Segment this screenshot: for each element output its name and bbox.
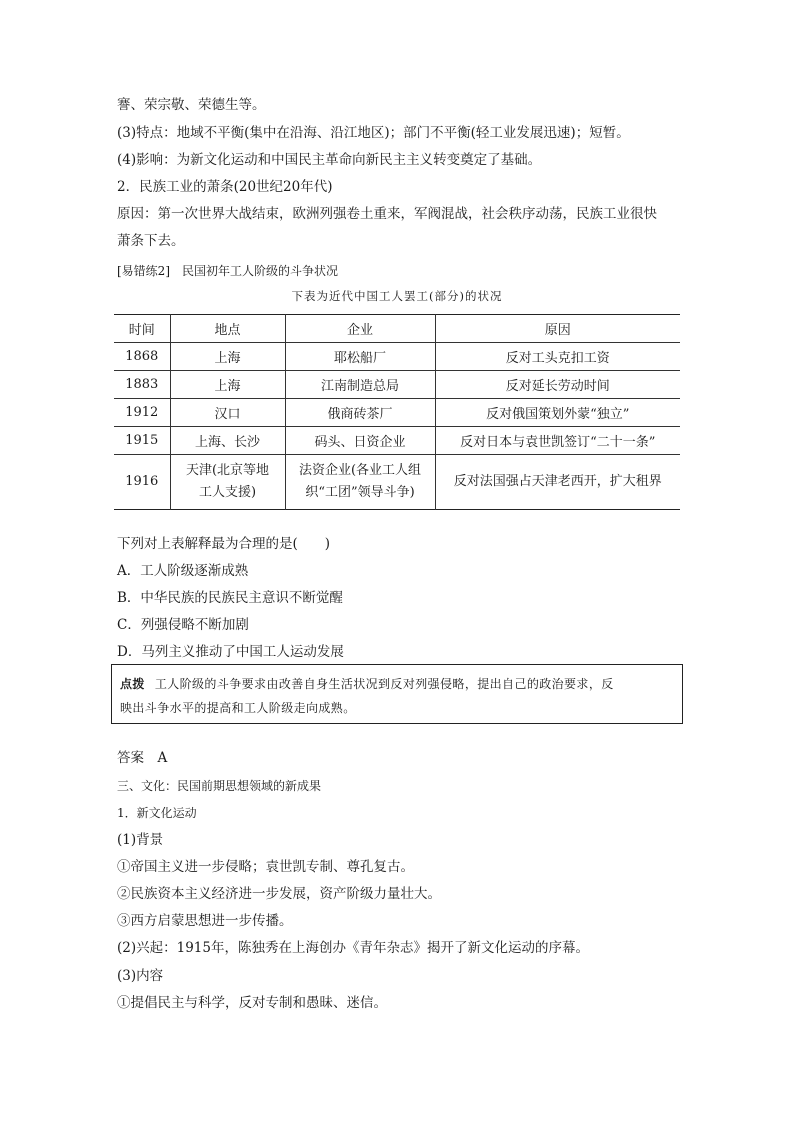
section-heading: 三、文化：民国前期思想领域的新成果 <box>117 779 322 793</box>
header-time: 时间 <box>128 323 155 338</box>
cell-place-line: 工人支援) <box>198 485 257 500</box>
cell-place: 上海 <box>170 371 285 399</box>
option-b: B．中华民族的民族民主意识不断觉醒 <box>117 590 343 606</box>
cell-reason: 反对工头克扣工资 <box>435 343 680 371</box>
text-line: 謇、荣宗敬、荣德生等。 <box>117 97 266 113</box>
option-d: D．马列主义推动了中国工人运动发展 <box>117 644 344 660</box>
text-line: (3)内容 <box>117 968 164 984</box>
cell-reason: 反对俄国策划外蒙“独立” <box>435 399 680 427</box>
exercise-title: [易错练2] 民国初年工人阶级的斗争状况 <box>117 264 338 278</box>
cell-time: 1916 <box>125 474 159 489</box>
table-row <box>114 371 680 399</box>
cell-reason: 反对日本与袁世凯签订“二十一条” <box>435 427 680 455</box>
text-line: (2)兴起：1915年，陈独秀在上海创办《青年杂志》揭开了新文化运动的序幕。 <box>117 940 589 956</box>
cell-time: 1912 <box>125 405 159 420</box>
cell-enterprise: 耶松船厂 <box>285 343 435 371</box>
cell-place: 汉口 <box>170 399 285 427</box>
text-line: ①提倡民主与科学，反对专制和愚昧、迷信。 <box>117 995 387 1011</box>
cell-enterprise: 码头、日资企业 <box>285 427 435 455</box>
cell-enterprise-line: 织“工团”领导斗争) <box>305 485 415 500</box>
answer: 答案 A <box>117 750 168 766</box>
table-row <box>114 399 680 427</box>
option-a: A．工人阶级逐渐成熟 <box>117 563 249 579</box>
cell-enterprise <box>285 455 435 510</box>
text-line: (3)特点：地域不平衡(集中在沿海、沿江地区)；部门不平衡(轻工业发展迅速)；短暂。 <box>117 125 630 141</box>
text-line: ③西方启蒙思想进一步传播。 <box>117 913 293 929</box>
cell-time: 1868 <box>125 349 159 364</box>
strike-table <box>114 314 680 510</box>
table-row <box>114 427 680 455</box>
option-c: C．列强侵略不断加剧 <box>117 617 249 633</box>
table-row <box>114 455 680 510</box>
cell-place-line: 天津(北京等地 <box>185 463 270 478</box>
question-stem: 下列对上表解释最为合理的是( ) <box>117 536 331 552</box>
text-line: (4)影响：为新文化运动和中国民主革命向新民主主义转变奠定了基础。 <box>117 152 542 168</box>
cell-place <box>170 455 285 510</box>
header-reason: 原因 <box>435 315 680 343</box>
text-line: ②民族资本主义经济进一步发展，资产阶级力量壮大。 <box>117 886 441 902</box>
text-line: 原因：第一次世界大战结束，欧洲列强卷土重来，军阀混战，社会秩序动荡，民族工业很快 <box>117 206 657 222</box>
text-line: 萧条下去。 <box>117 233 185 249</box>
cell-time: 1883 <box>125 377 159 392</box>
cell-reason: 反对法国强占天津老西开，扩大租界 <box>435 455 680 510</box>
subsection-heading: 1．新文化运动 <box>117 806 197 820</box>
header-enterprise: 企业 <box>285 315 435 343</box>
text-line: ①帝国主义进一步侵略；袁世凯专制、尊孔复古。 <box>117 859 414 875</box>
table-caption: 下表为近代中国工人罢工(部分)的状况 <box>291 289 503 303</box>
cell-place: 上海、长沙 <box>170 427 285 455</box>
table-row <box>114 343 680 371</box>
hint-line <box>120 672 674 696</box>
cell-enterprise-line: 法资企业(各业工人组 <box>298 463 422 478</box>
hint-line: 映出斗争水平的提高和工人阶级走向成熟。 <box>120 701 356 715</box>
section-heading: 2．民族工业的萧条(20世纪20年代) <box>117 179 333 195</box>
cell-reason: 反对延长劳动时间 <box>435 371 680 399</box>
cell-enterprise: 江南制造总局 <box>285 371 435 399</box>
hint-label: 点拨 <box>120 677 145 691</box>
cell-place: 上海 <box>170 343 285 371</box>
hint-box <box>111 664 683 724</box>
cell-enterprise: 俄商砖茶厂 <box>285 399 435 427</box>
hint-text: 工人阶级的斗争要求由改善自身生活状况到反对列强侵略，提出自己的政治要求，反 <box>154 677 614 691</box>
header-place: 地点 <box>170 315 285 343</box>
table-header-row <box>114 315 680 343</box>
cell-time: 1915 <box>125 433 159 448</box>
text-line: (1)背景 <box>117 832 164 848</box>
